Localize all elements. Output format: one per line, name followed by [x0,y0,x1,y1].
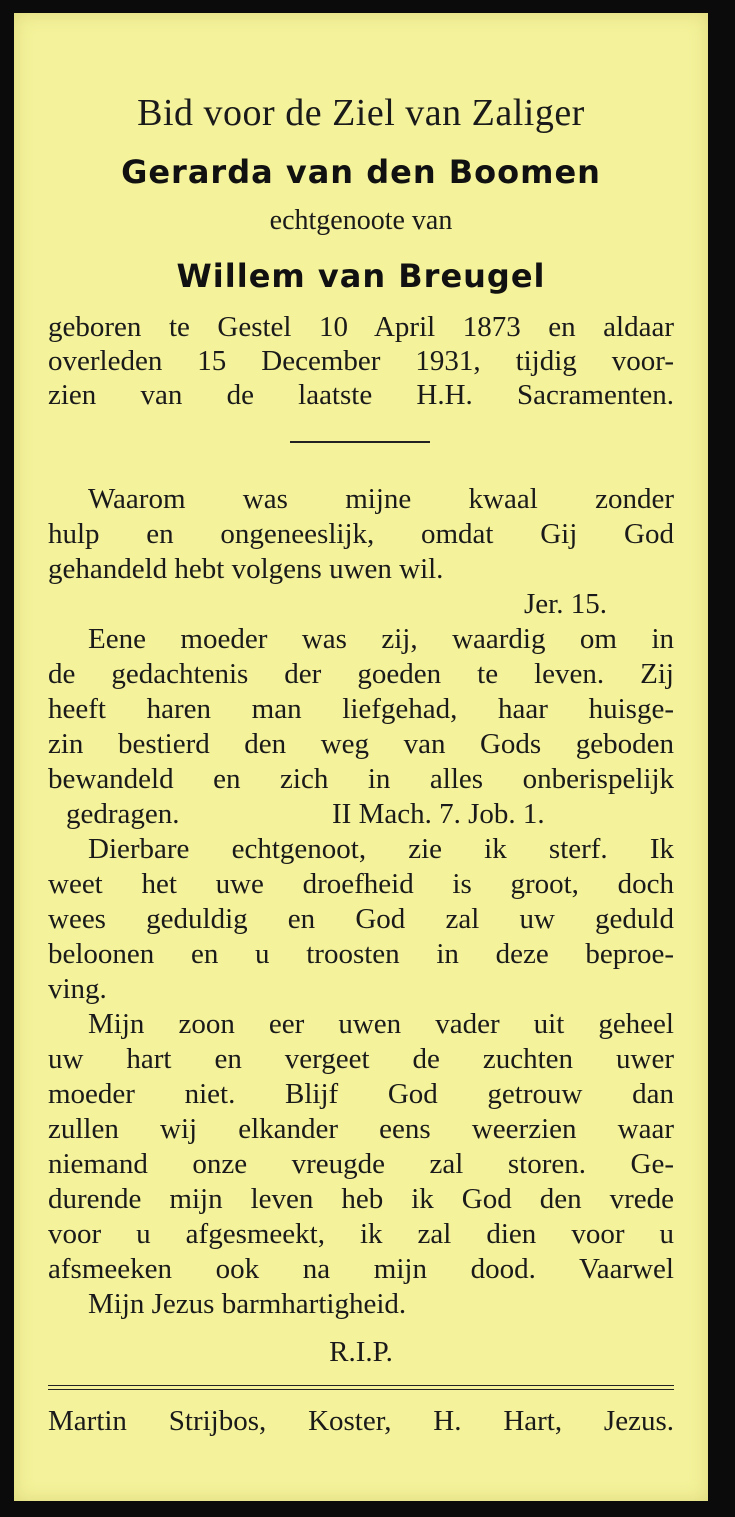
divider-long-top [48,1385,674,1386]
verse-line: voor u afgesmeekt, ik zal dien voor u [48,1218,674,1250]
verse-line: durende mijn leven heb ik God den vrede [48,1183,674,1215]
deceased-name: Gerarda van den Boomen [121,153,601,191]
verse-line: bewandeld en zich in alles onberispelijk [48,763,674,795]
life-line: geboren te Gestel 10 April 1873 en aldaar [48,311,674,343]
printer-credit: Martin Strijbos, Koster, H. Hart, Jezus. [48,1405,674,1437]
verse-reference: II Mach. 7. Job. 1. [332,798,545,830]
verse-line: gehandeld hebt volgens uwen wil. [48,553,444,585]
divider-long-bottom [48,1389,674,1390]
life-line: overleden 15 December 1931, tijdig voor- [48,345,674,377]
verse-line: weet het uwe droefheid is groot, doch [48,868,674,900]
life-line: zien van de laatste H.H. Sacramenten. [48,379,674,411]
memorial-card [14,13,708,1501]
verse-line: niemand onze vreugde zal storen. Ge- [48,1148,674,1180]
verse-line: wees geduldig en God zal uw geduld [48,903,674,935]
relation-text: echtgenoote van [269,205,453,236]
verse-line: Mijn Jezus barmhartigheid. [88,1288,407,1320]
verse-line: Eene moeder was zij, waardig om in [88,623,674,655]
verse-line: afsmeeken ook na mijn dood. Vaarwel [48,1253,674,1285]
verse-line: zullen wij elkander eens weerzien waar [48,1113,674,1145]
verse-line: de gedachtenis der goeden te leven. Zij [48,658,674,690]
closing-rip: R.I.P. [329,1336,393,1368]
verse-line: moeder niet. Blijf God getrouw dan [48,1078,674,1110]
verse-line: gedragen. [66,798,180,830]
verse-line: heeft haren man liefgehad, haar huisge- [48,693,674,725]
verse-line: zin bestierd den weg van Gods geboden [48,728,674,760]
header-prayer-line: Bid voor de Ziel van Zaliger [137,92,585,134]
spouse-name: Willem van Breugel [176,257,546,295]
divider-short [290,441,430,443]
verse-line: Dierbare echtgenoot, zie ik sterf. Ik [88,833,674,865]
verse-line: beloonen en u troosten in deze beproe- [48,938,674,970]
verse-line: Mijn zoon eer uwen vader uit geheel [88,1008,674,1040]
verse-line: ving. [48,973,107,1005]
verse-line: Waarom was mijne kwaal zonder [88,483,674,515]
verse-reference: Jer. 15. [524,588,607,620]
verse-line: hulp en ongeneeslijk, omdat Gij God [48,518,674,550]
verse-line: uw hart en vergeet de zuchten uwer [48,1043,674,1075]
